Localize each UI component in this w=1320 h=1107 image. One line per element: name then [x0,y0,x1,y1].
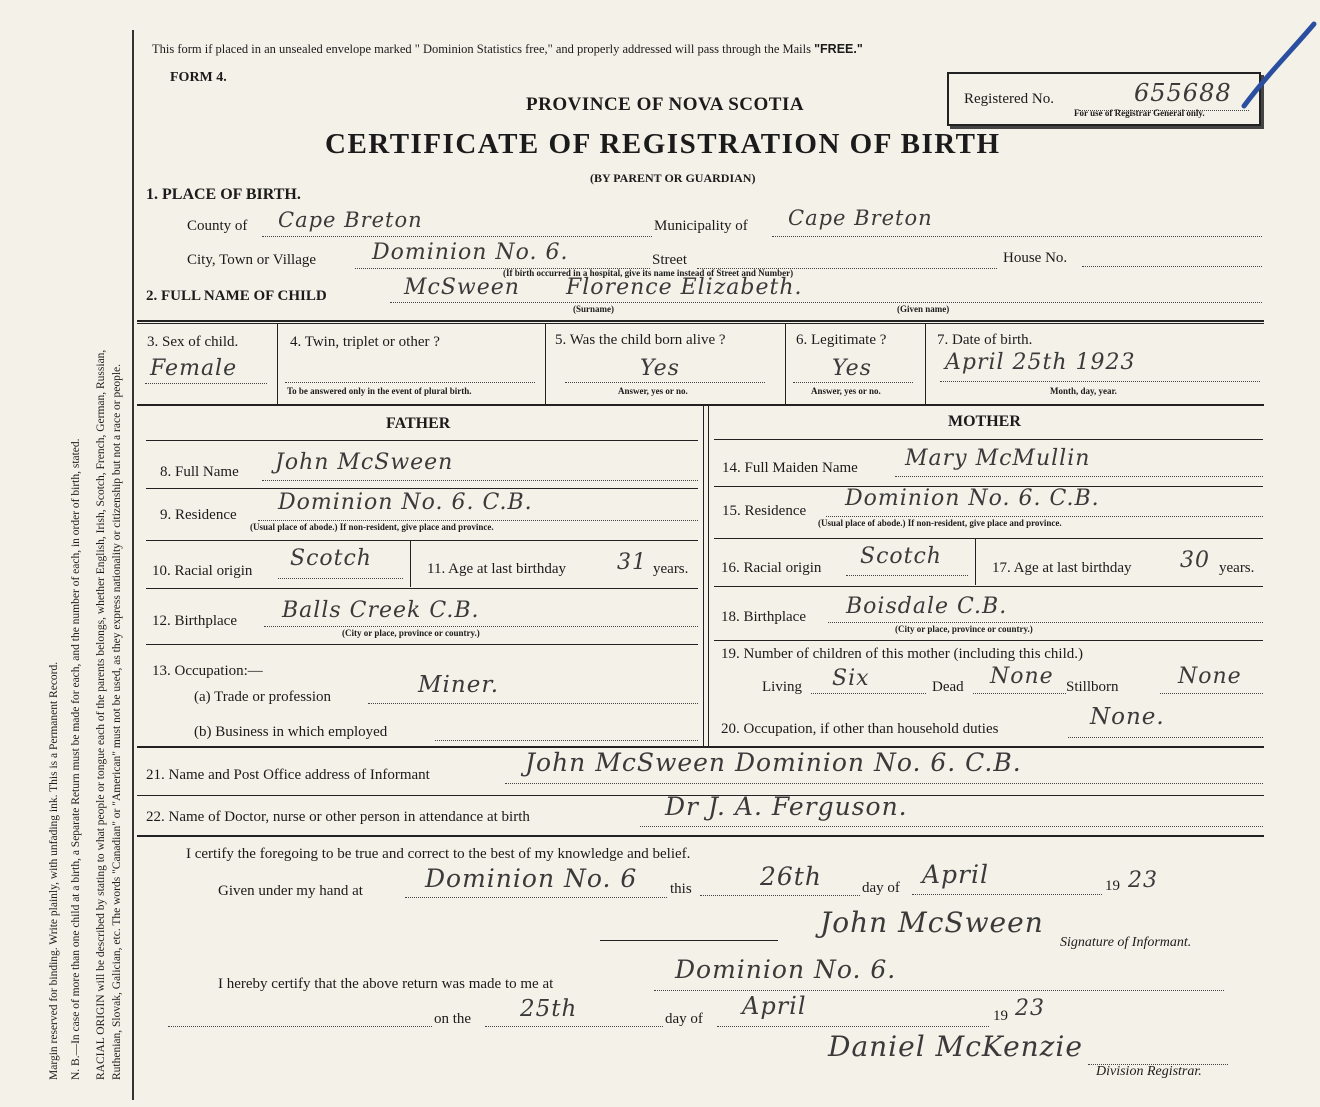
legitimate-label: 6. Legitimate ? [796,332,887,348]
dead-label: Dead [932,679,964,695]
margin-note-racial-origin-2: Ruthenian, Slovak, Galician, etc. The words "Canadian" or "American" must not be used, as they express nationality or citizenship but not a race or people. [111,363,123,1080]
registered-number-box [947,72,1261,126]
place-of-birth-heading: 1. PLACE OF BIRTH. [146,186,301,203]
alive-label: 5. Was the child born alive ? [555,332,726,348]
certify-statement: I certify the foregoing to be true and correct to the best of my knowledge and belief. [186,846,691,862]
margin-note-binding: Margin reserved for binding. Write plainly, with unfading ink. This is a Permanent Record. [48,661,60,1080]
surname-caption: (Surname) [573,304,614,314]
hospital-note: (If birth occurred in a hospital, give its name instead of Street and Number) [503,268,794,278]
registrar-signature: Daniel McKenzie [828,1030,1083,1063]
city-label: City, Town or Village [187,252,317,268]
father-racial: Scotch [290,546,372,571]
pen-stroke-mark [1232,20,1318,112]
mother-residence: Dominion No. 6. C.B. [845,486,1100,511]
mother-birthplace-note: (City or place, province or country.) [895,624,1033,634]
father-trade-label: (a) Trade or profession [194,689,332,705]
father-heading: FATHER [386,415,451,432]
living-count: Six [832,666,870,691]
registrar-statement: I hereby certify that the above return was made to me at [218,976,554,992]
given-at-value: Dominion No. 6 [425,864,638,893]
dob-note: Month, day, year. [1050,386,1117,396]
sex-value: Female [150,356,238,381]
children-count-label: 19. Number of children of this mother (including this child.) [721,646,1084,662]
given-day: 26th [760,862,822,891]
father-years: years. [653,561,689,577]
father-racial-label: 10. Racial origin [152,563,253,579]
doctor-label: 22. Name of Doctor, nurse or other person in attendance at birth [146,809,530,825]
twin-label: 4. Twin, triplet or other ? [290,334,440,350]
registration-month: April [742,992,807,1020]
living-label: Living [762,679,802,695]
father-residence-label: 9. Residence [160,507,237,523]
alive-value: Yes [640,356,680,381]
father-residence: Dominion No. 6. C.B. [278,490,533,515]
given-month: April [922,860,989,889]
informant-value: John McSween Dominion No. 6. C.B. [525,748,1022,777]
father-age: 31 [617,550,647,575]
child-given-name: Florence Elizabeth. [566,275,803,300]
registration-dayof-label: day of [665,1011,703,1027]
free-label: "FREE." [814,42,863,56]
given-name-caption: (Given name) [897,304,950,314]
informant-signature-label: Signature of Informant. [1060,935,1192,950]
dob-label: 7. Date of birth. [937,332,1033,348]
father-occupation-label: 13. Occupation:— [152,663,263,679]
father-name: John McSween [275,450,454,475]
father-trade: Miner. [418,672,500,698]
registration-year-prefix: 19 [993,1008,1008,1024]
registrar-note: For use of Registrar General only. [1074,108,1205,118]
margin-note-racial-origin-1: RACIAL ORIGIN will be described by stating to what people or tongue each of the parents belongs, whether English, Irish, Scotch, French, German, Russian, [95,349,107,1080]
mother-name-label: 14. Full Maiden Name [722,460,858,476]
mother-occupation-label: 20. Occupation, if other than household duties [721,721,999,737]
father-name-label: 8. Full Name [160,464,239,480]
mother-heading: MOTHER [948,413,1021,430]
mother-age-label: 17. Age at last birthday [992,560,1132,576]
legitimate-note: Answer, yes or no. [811,386,881,396]
stillborn-count: None [1178,664,1242,689]
street-label: Street [652,252,687,268]
form-number: FORM 4. [170,70,227,85]
mother-occupation: None. [1090,704,1165,730]
mother-residence-note: (Usual place of abode.) If non-resident, give place and province. [818,518,1062,528]
doctor-value: Dr J. A. Ferguson. [665,792,908,821]
mother-years: years. [1219,560,1255,576]
mother-racial: Scotch [860,544,942,569]
city-value: Dominion No. 6. [372,240,569,265]
municipality-value: Cape Breton [788,206,933,230]
father-age-label: 11. Age at last birthday [427,561,566,577]
child-surname: McSween [404,275,520,300]
mother-birthplace: Boisdale C.B. [846,594,1008,619]
division-registrar-label: Division Registrar. [1096,1064,1202,1079]
margin-note-multiple-births: N. B.—In case of more than one child at a birth, a Separate Return must be made for each, and the number of each, in order of birth, stated. [70,438,82,1080]
house-number-label: House No. [1003,250,1068,266]
on-the-label: on the [434,1011,472,1027]
dead-count: None [990,664,1054,689]
postal-notice [152,42,863,57]
father-birthplace: Balls Creek C.B. [282,598,480,623]
mother-residence-label: 15. Residence [722,503,807,519]
alive-note: Answer, yes or no. [618,386,688,396]
given-dayof-label: day of [862,880,900,896]
mother-age: 30 [1180,548,1210,573]
margin-notes [0,0,135,1107]
county-value: Cape Breton [278,208,423,232]
stillborn-label: Stillborn [1066,679,1119,695]
registered-number: 655688 [1134,79,1232,107]
registrar-place: Dominion No. 6. [675,955,897,984]
county-label: County of [187,218,248,234]
registered-label: Registered No. [964,91,1054,107]
margin-rule [132,30,134,1100]
father-birthplace-note: (City or place, province or country.) [342,628,480,638]
informant-signature: John McSween [820,906,1044,939]
municipality-label: Municipality of [654,218,748,234]
registration-year: 23 [1015,996,1045,1021]
father-business-label: (b) Business in which employed [194,724,388,740]
this-label: this [670,881,692,897]
given-at-label: Given under my hand at [218,883,363,899]
province-heading: PROVINCE OF NOVA SCOTIA [526,94,805,115]
postal-notice-text: This form if placed in an unsealed envelope marked " Dominion Statistics free," and properly addressed will pass through the Mails [152,42,811,56]
legitimate-value: Yes [832,356,872,381]
sex-label: 3. Sex of child. [147,334,239,350]
child-name-label: 2. FULL NAME OF CHILD [146,288,327,304]
given-year: 23 [1128,868,1158,893]
registration-day: 25th [520,996,578,1022]
mother-birthplace-label: 18. Birthplace [721,609,806,625]
given-year-prefix: 19 [1105,878,1120,894]
certificate-subtitle: (BY PARENT OR GUARDIAN) [590,171,756,185]
dob-value: April 25th 1923 [945,350,1136,375]
certificate-title: CERTIFICATE OF REGISTRATION OF BIRTH [325,128,1001,160]
twin-note: To be answered only in the event of plural birth. [287,386,472,396]
informant-label: 21. Name and Post Office address of Informant [146,767,430,783]
mother-maiden-name: Mary McMullin [905,446,1091,471]
mother-racial-label: 16. Racial origin [721,560,822,576]
father-residence-note: (Usual place of abode.) If non-resident, give place and province. [250,522,494,532]
father-birthplace-label: 12. Birthplace [152,613,237,629]
